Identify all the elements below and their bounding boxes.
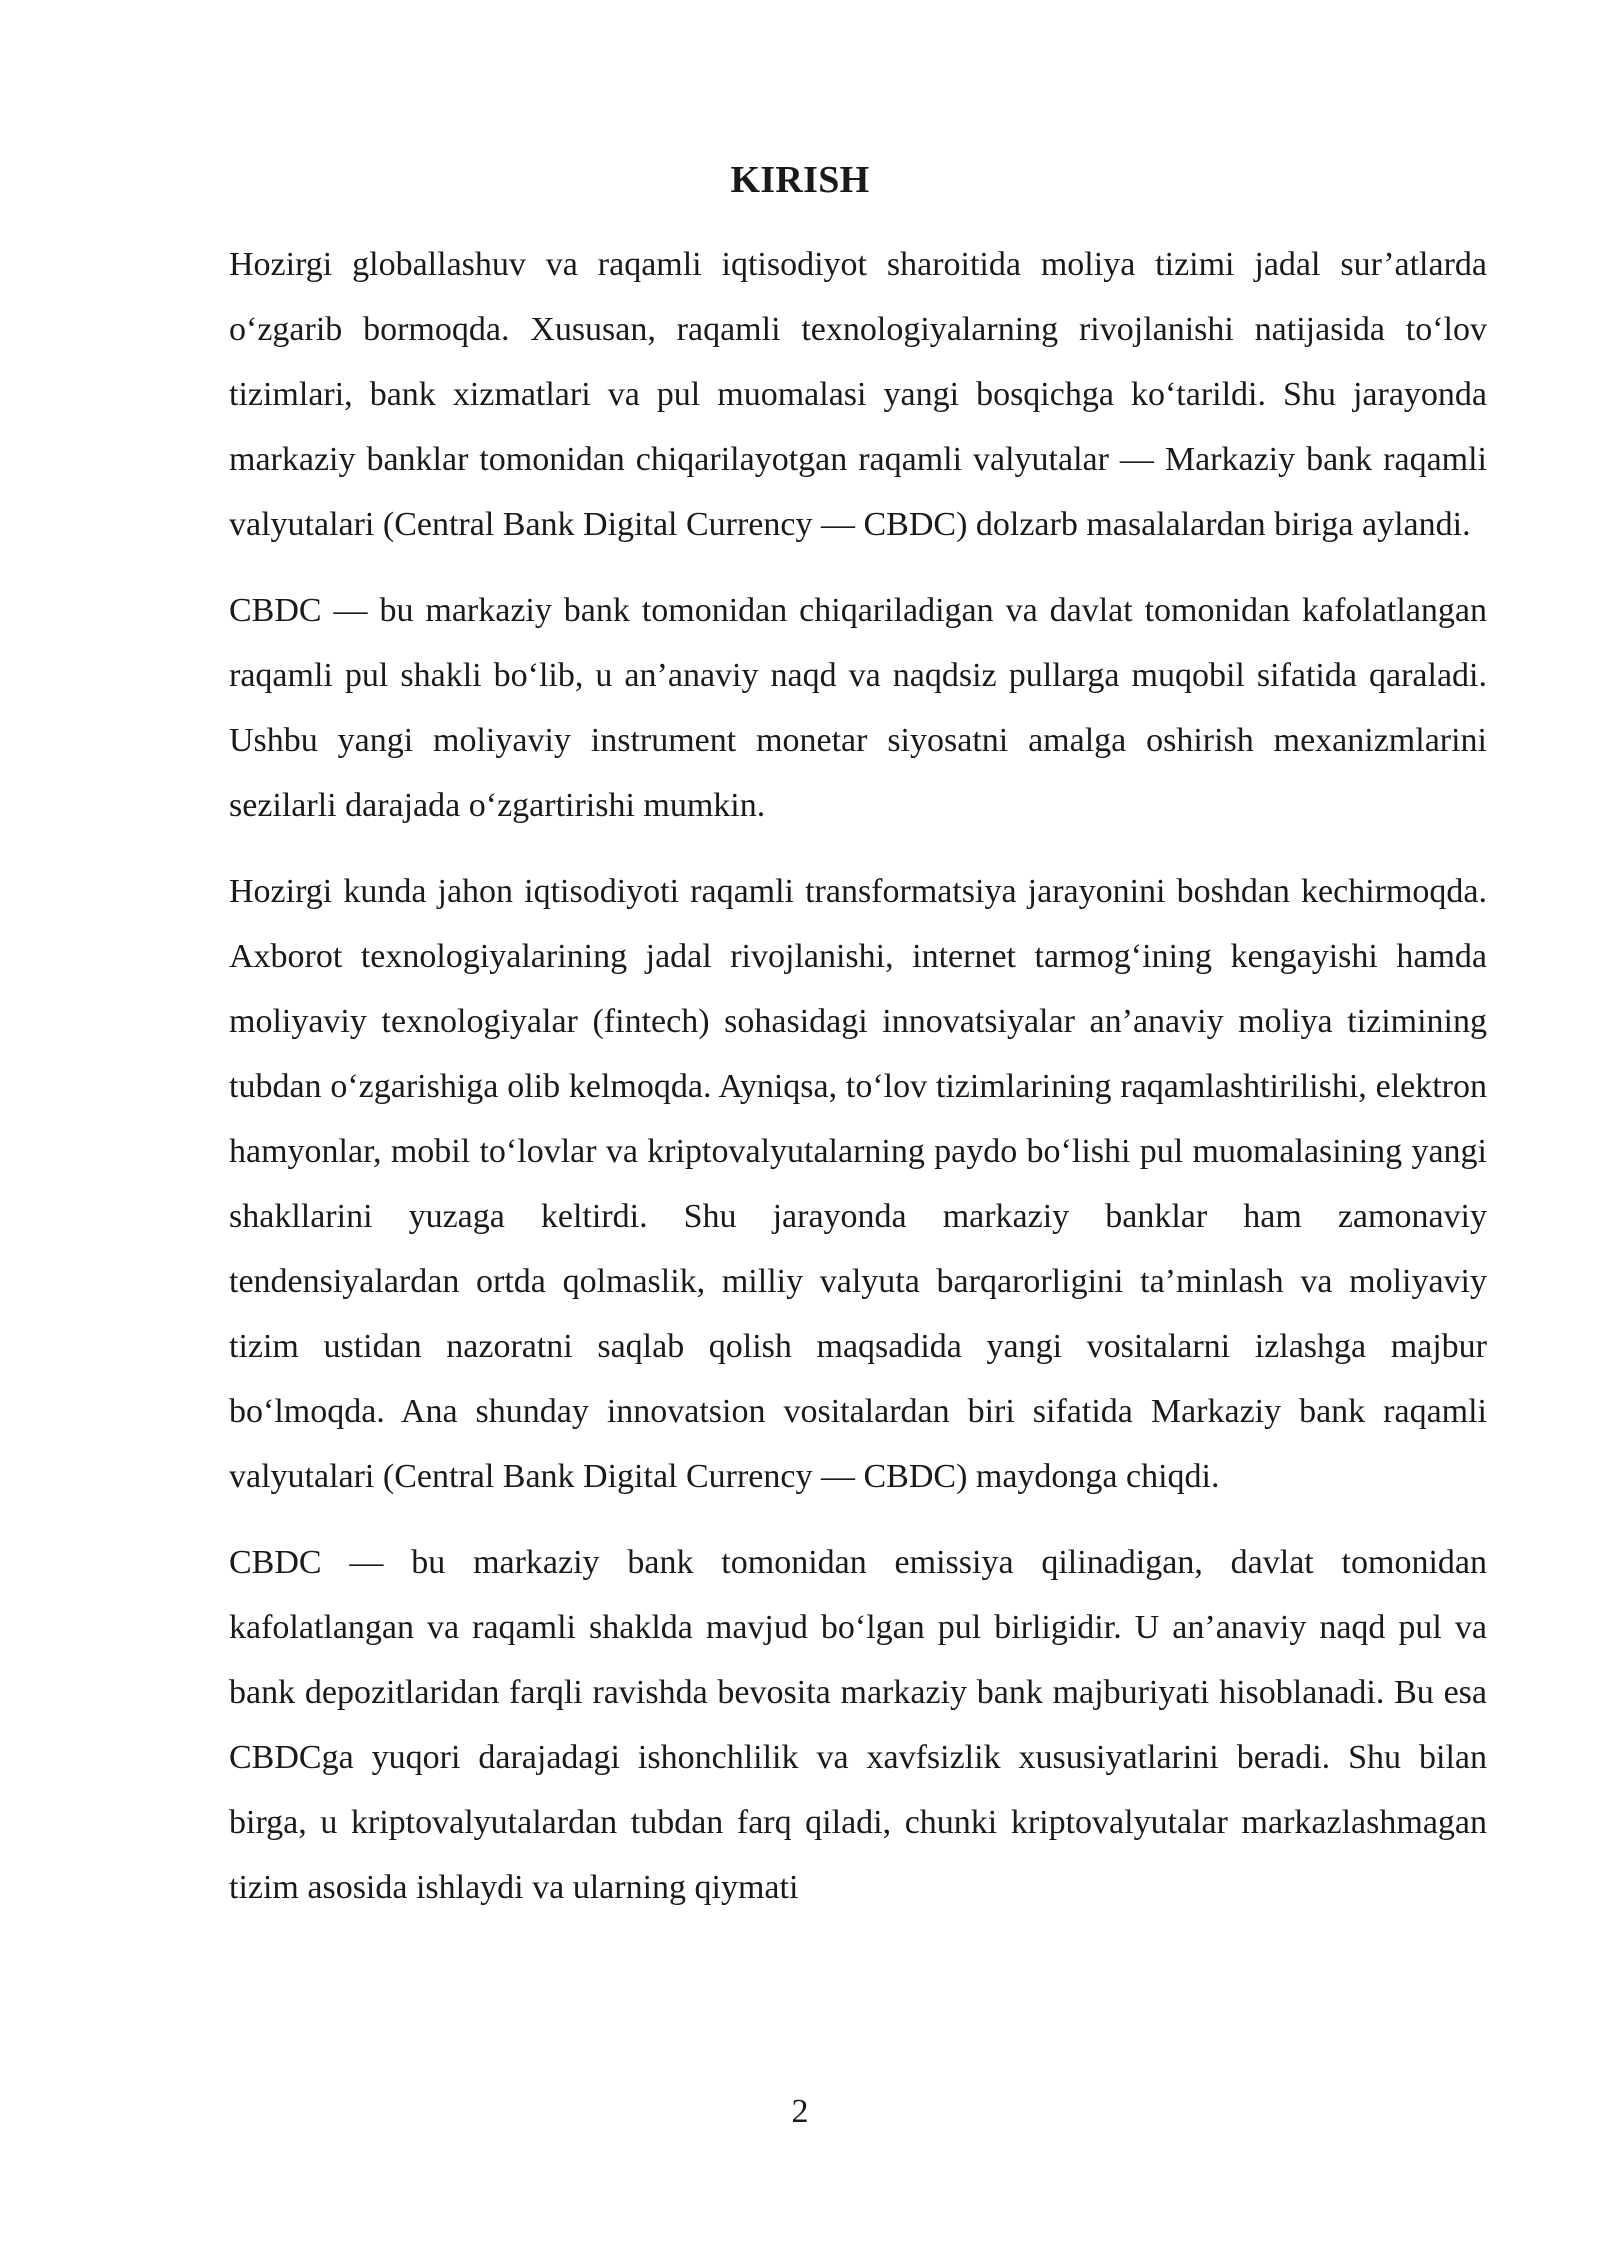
section-heading: KIRISH <box>730 159 870 201</box>
body-text <box>229 232 1487 1941</box>
paragraph-3: Hozirgi kunda jahon iqtisodiyoti raqamli transformatsiya jarayonini boshdan kechirmoqda. Axborot texnologiyalarining jadal rivojlanishi, internet tarmog‘ining kengayishi hamda moliyaviy texnologiyalar (fintech) sohasidagi innovatsiyalar an’anaviy moliya tizimining tubdan o‘zgarishiga olib kelmoqda. Ayniqsa, to‘lov tizimlarining raqamlashtirilishi, elektron hamyonlar, mobil to‘lovlar va kriptovalyutalarning paydo bo‘lishi pul muomalasining yangi shakllarini yuzaga keltirdi. Shu jarayonda markaziy banklar ham zamonaviy tendensiyalardan ortda qolmaslik, milliy valyuta barqarorligini ta’minlash va moliyaviy tizim ustidan nazoratni saqlab qolish maqsadida yangi vositalarni izlashga majbur bo‘lmoqda. Ana shunday innovatsion vositalardan biri sifatida Markaziy bank raqamli valyutalari (Central Bank Digital Currency — CBDC) maydonga chiqdi. <box>229 873 1487 1495</box>
paragraph-4: CBDC — bu markaziy bank tomonidan emissiya qilinadigan, davlat tomonidan kafolatlangan va raqamli shaklda mavjud bo‘lgan pul birligidir. U an’anaviy naqd pul va bank depozitlaridan farqli ravishda bevosita markaziy bank majburiyati hisoblanadi. Bu esa CBDCga yuqori darajadagi ishonchlilik va xavfsizlik xususiyatlarini beradi. Shu bilan birga, u kriptovalyutalardan tubdan farq qiladi, chunki kriptovalyutalar markazlashmagan tizim asosida ishlaydi va ularning qiymati <box>229 1544 1487 1906</box>
paragraph-1: Hozirgi globallashuv va raqamli iqtisodiyot sharoitida moliya tizimi jadal sur’atlarda o‘zgarib bormoqda. Xususan, raqamli texnologiyalarning rivojlanishi natijasida to‘lov tizimlari, bank xizmatlari va pul muomalasi yangi bosqichga ko‘tarildi. Shu jarayonda markaziy banklar tomonidan chiqarilayotgan raqamli valyutalar — Markaziy bank raqamli valyutalari (Central Bank Digital Currency — CBDC) dolzarb masalalardan biriga aylandi. <box>229 246 1487 543</box>
paragraph-2: CBDC — bu markaziy bank tomonidan chiqariladigan va davlat tomonidan kafolatlangan raqamli pul shakli bo‘lib, u an’anaviy naqd va naqdsiz pullarga muqobil sifatida qaraladi. Ushbu yangi moliyaviy instrument monetar siyosatni amalga oshirish mexanizmlarini sezilarli darajada o‘zgartirishi mumkin. <box>229 592 1487 824</box>
page-number: 2 <box>791 2093 809 2130</box>
